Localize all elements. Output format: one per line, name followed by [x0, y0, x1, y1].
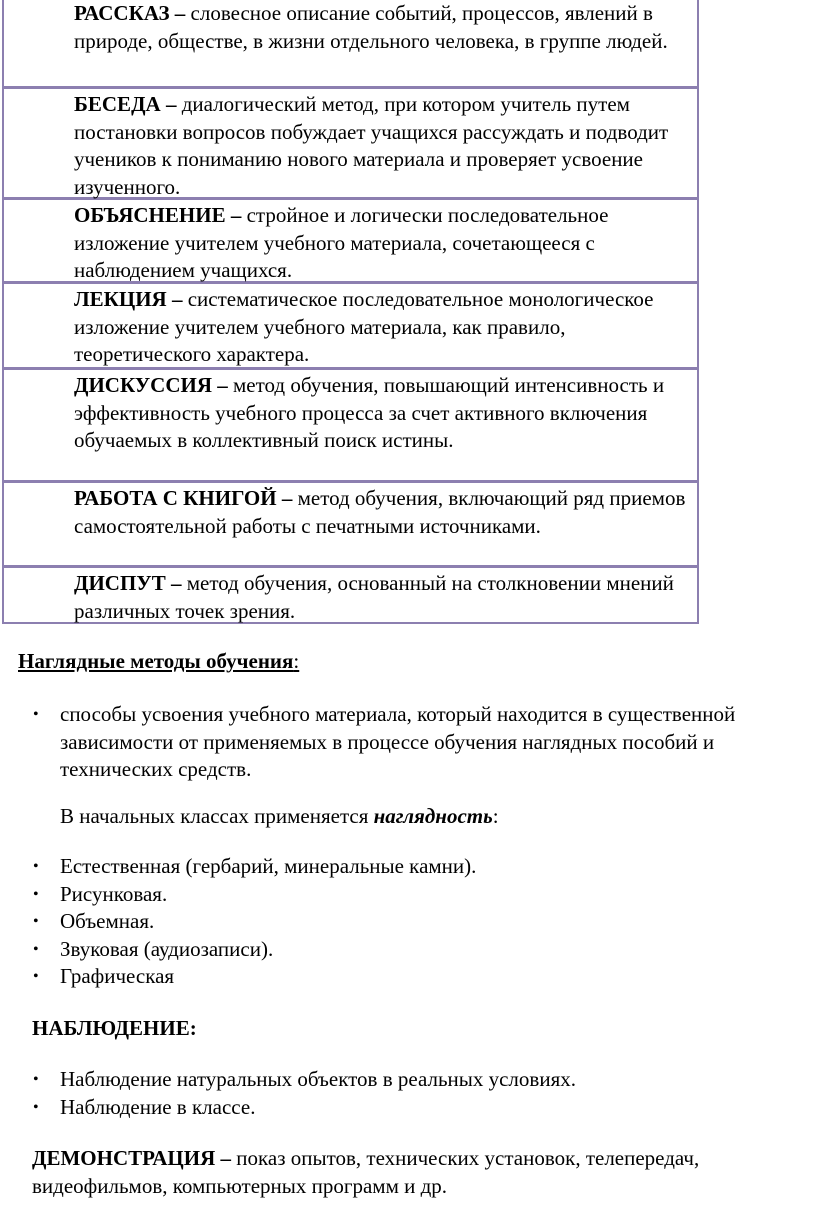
method-term: БЕСЕДА: [74, 92, 161, 116]
method-row-rasskaz: [4, 0, 697, 86]
method-dash: –: [165, 571, 187, 595]
method-text: диалогический метод, при котором учитель путем постановки вопросов побуждает учащихся рассуждать и подводит учеников к пониманию нового материала и проверяет усвоение изученного.: [74, 92, 669, 199]
method-term: РАССКАЗ: [74, 1, 170, 25]
heading-colon: :: [293, 649, 300, 673]
list-item: [0, 881, 760, 909]
method-text: метод обучения, основанный на столкновении мнений различных точек зрения.: [74, 571, 674, 623]
observation-list: [0, 1066, 760, 1121]
method-text: словесное описание событий, процессов, явлений в природе, обществе, в жизни отдельного человека, в группе людей.: [74, 1, 668, 53]
bullet-icon: •: [33, 858, 39, 875]
method-term: ОБЪЯСНЕНИЕ: [74, 203, 226, 227]
visual-methods-definition-list: [0, 701, 760, 784]
observation-item-text: Наблюдение натуральных объектов в реальных условиях.: [60, 1067, 576, 1091]
demonstration-text: показ опытов, технических установок, телепередач, видеофильмов, компьютерных программ и др.: [32, 1146, 700, 1198]
method-term: ДИСКУССИЯ: [74, 373, 212, 397]
method-row-obyasnenie: [4, 197, 697, 281]
method-term: ЛЕКЦИЯ: [74, 287, 167, 311]
methods-table: [2, 0, 699, 624]
visual-types-list: [0, 853, 760, 991]
observation-item-text: Наблюдение в классе.: [60, 1094, 256, 1119]
list-item: [0, 853, 760, 881]
method-row-lekciya: [4, 281, 697, 367]
method-text: метод обучения, повышающий интенсивность и эффективность учебного процесса за счет активного включения обучаемых в коллективный поиск истины.: [74, 373, 665, 452]
demonstration-dash: –: [215, 1146, 237, 1170]
visual-methods-heading: [18, 647, 299, 675]
list-item: [0, 1066, 760, 1094]
method-term: ДИСПУТ: [74, 571, 166, 595]
method-row-rabota-s-knigoy: [4, 480, 697, 565]
visual-type-text: Объемная.: [60, 909, 155, 933]
visual-methods-heading-text: Наглядные методы обучения: [18, 649, 294, 673]
method-row-disput: [4, 565, 697, 622]
visual-intro-paragraph: [60, 802, 499, 830]
list-item: [0, 936, 760, 964]
observation-heading: НАБЛЮДЕНИЕ:: [32, 1016, 197, 1040]
visual-type-text: Графическая: [60, 964, 175, 988]
visual-type-text: Естественная (гербарий, минеральные камни).: [60, 854, 477, 878]
method-row-diskussiya: [4, 367, 697, 480]
method-text: систематическое последовательное монологическое изложение учителем учебного материала, как правило, теоретического характера.: [74, 287, 654, 366]
visual-type-text: Звуковая (аудиозаписи).: [60, 936, 274, 961]
method-dash: –: [212, 373, 233, 397]
visual-intro-keyword: наглядность: [373, 804, 493, 828]
visual-intro-colon: :: [492, 804, 499, 828]
list-item: [0, 908, 760, 936]
bullet-icon: •: [33, 913, 39, 930]
visual-methods-definition: способы усвоения учебного материала, который находится в существенной зависимости от применяемых в процессе обучения наглядных пособий и технических средств.: [60, 702, 736, 781]
demonstration-paragraph: [32, 1144, 802, 1200]
method-term: РАБОТА С КНИГОЙ: [74, 486, 277, 510]
bullet-icon: •: [33, 706, 39, 723]
bullet-icon: •: [33, 940, 39, 958]
visual-type-text: Рисунковая.: [60, 881, 168, 906]
bullet-icon: •: [33, 1071, 39, 1088]
demonstration-term: ДЕМОНСТРАЦИЯ: [32, 1146, 216, 1170]
method-dash: –: [166, 287, 188, 311]
method-dash: –: [160, 92, 182, 116]
list-item: [0, 1094, 760, 1122]
method-row-beseda: [4, 86, 697, 197]
method-text: метод обучения, включающий ряд приемов самостоятельной работы с печатными источниками.: [74, 486, 686, 538]
bullet-icon: •: [33, 968, 39, 985]
method-text: стройное и логически последовательное изложение учителем учебного материала, сочетающееся с наблюдением учащихся.: [74, 203, 609, 282]
method-dash: –: [169, 1, 191, 25]
method-dash: –: [276, 486, 298, 510]
method-dash: –: [225, 203, 247, 227]
visual-intro-text: В начальных классах применяется: [60, 804, 374, 828]
list-item: [0, 963, 760, 991]
bullet-icon: •: [33, 1098, 39, 1116]
bullet-icon: •: [33, 885, 39, 903]
list-item: [0, 701, 760, 784]
